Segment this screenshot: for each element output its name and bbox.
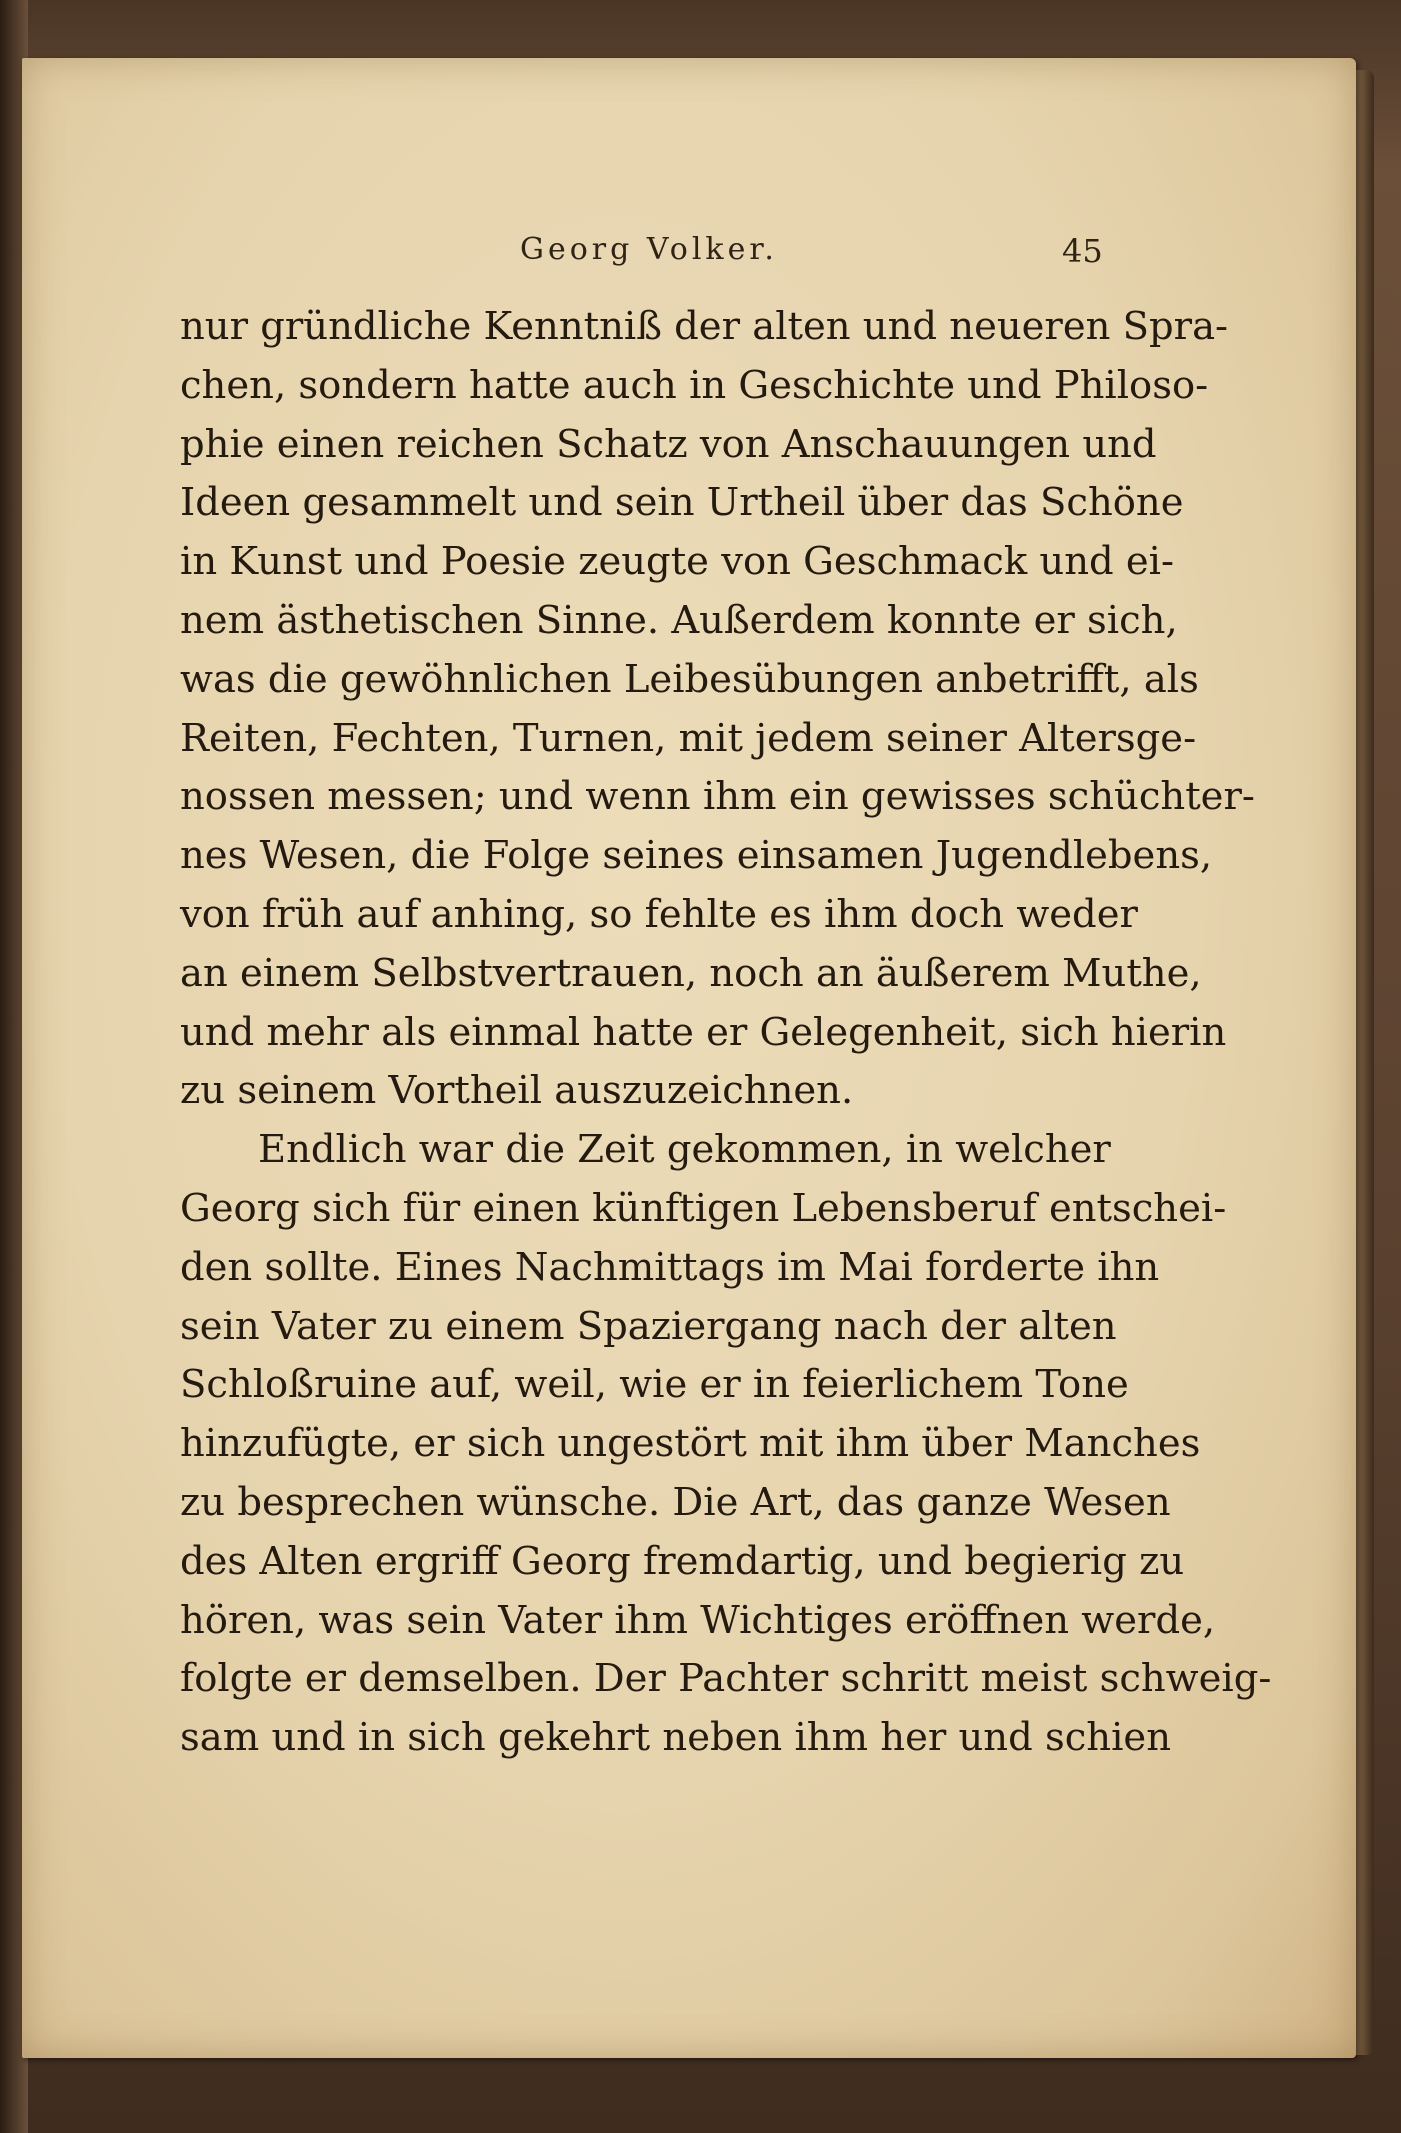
text-line: an einem Selbstvertrauen, noch an äußerem Muthe, <box>180 950 1202 996</box>
text-line: Ideen gesammelt und sein Urtheil über das Schöne <box>180 480 1184 526</box>
text-line: Endlich war die Zeit gekommen, in welcher <box>258 1127 1111 1173</box>
text-line: und mehr als einmal hatte er Gelegenheit, sich hierin <box>180 1009 1227 1055</box>
text-line: nem ästhetischen Sinne. Außerdem konnte er sich, <box>180 597 1178 643</box>
text-line: chen, sondern hatte auch in Geschichte und Philoso- <box>180 362 1209 408</box>
text-line: was die gewöhnlichen Leibesübungen anbetrifft, als <box>180 656 1199 702</box>
page-number: 45 <box>1062 232 1103 270</box>
text-line: nur gründliche Kenntniß der alten und neueren Spra- <box>180 304 1229 349</box>
text-line: sein Vater zu einem Spaziergang nach der alten <box>180 1303 1117 1349</box>
text-line: Reiten, Fechten, Turnen, mit jedem seiner Altersge- <box>180 715 1197 761</box>
text-line: in Kunst und Poesie zeugte von Geschmack und ei- <box>180 539 1174 585</box>
text-line: hören, was sein Vater ihm Wichtiges eröffnen werde, <box>180 1597 1216 1643</box>
text-line: sam und in sich gekehrt neben ihm her und schien <box>180 1715 1171 1761</box>
text-line: nes Wesen, die Folge seines einsamen Jugendlebens, <box>180 833 1213 879</box>
text-line: zu besprechen wünsche. Die Art, das ganze Wesen <box>180 1479 1171 1525</box>
text-line: Georg sich für einen künftigen Lebensberuf entschei- <box>180 1185 1227 1231</box>
body-text <box>180 298 1272 1768</box>
text-line: den sollte. Eines Nachmittags im Mai forderte ihn <box>180 1244 1160 1290</box>
text-line: hinzufügte, er sich ungestört mit ihm über Manches <box>180 1421 1201 1467</box>
text-line: folgte er demselben. Der Pachter schritt meist schweig- <box>180 1656 1272 1702</box>
text-line: zu seinem Vortheil auszuzeichnen. <box>180 1068 854 1114</box>
running-title: Georg Volker. <box>520 232 778 267</box>
text-line: von früh auf anhing, so fehlte es ihm doch weder <box>180 891 1138 937</box>
text-line: des Alten ergriff Georg fremdartig, und begierig zu <box>180 1538 1185 1584</box>
text-line: phie einen reichen Schatz von Anschauungen und <box>180 421 1157 467</box>
text-line: nossen messen; und wenn ihm ein gewisses schüchter- <box>180 774 1255 820</box>
text-line: Schloßruine auf, weil, wie er in feierlichem Tone <box>180 1362 1129 1408</box>
